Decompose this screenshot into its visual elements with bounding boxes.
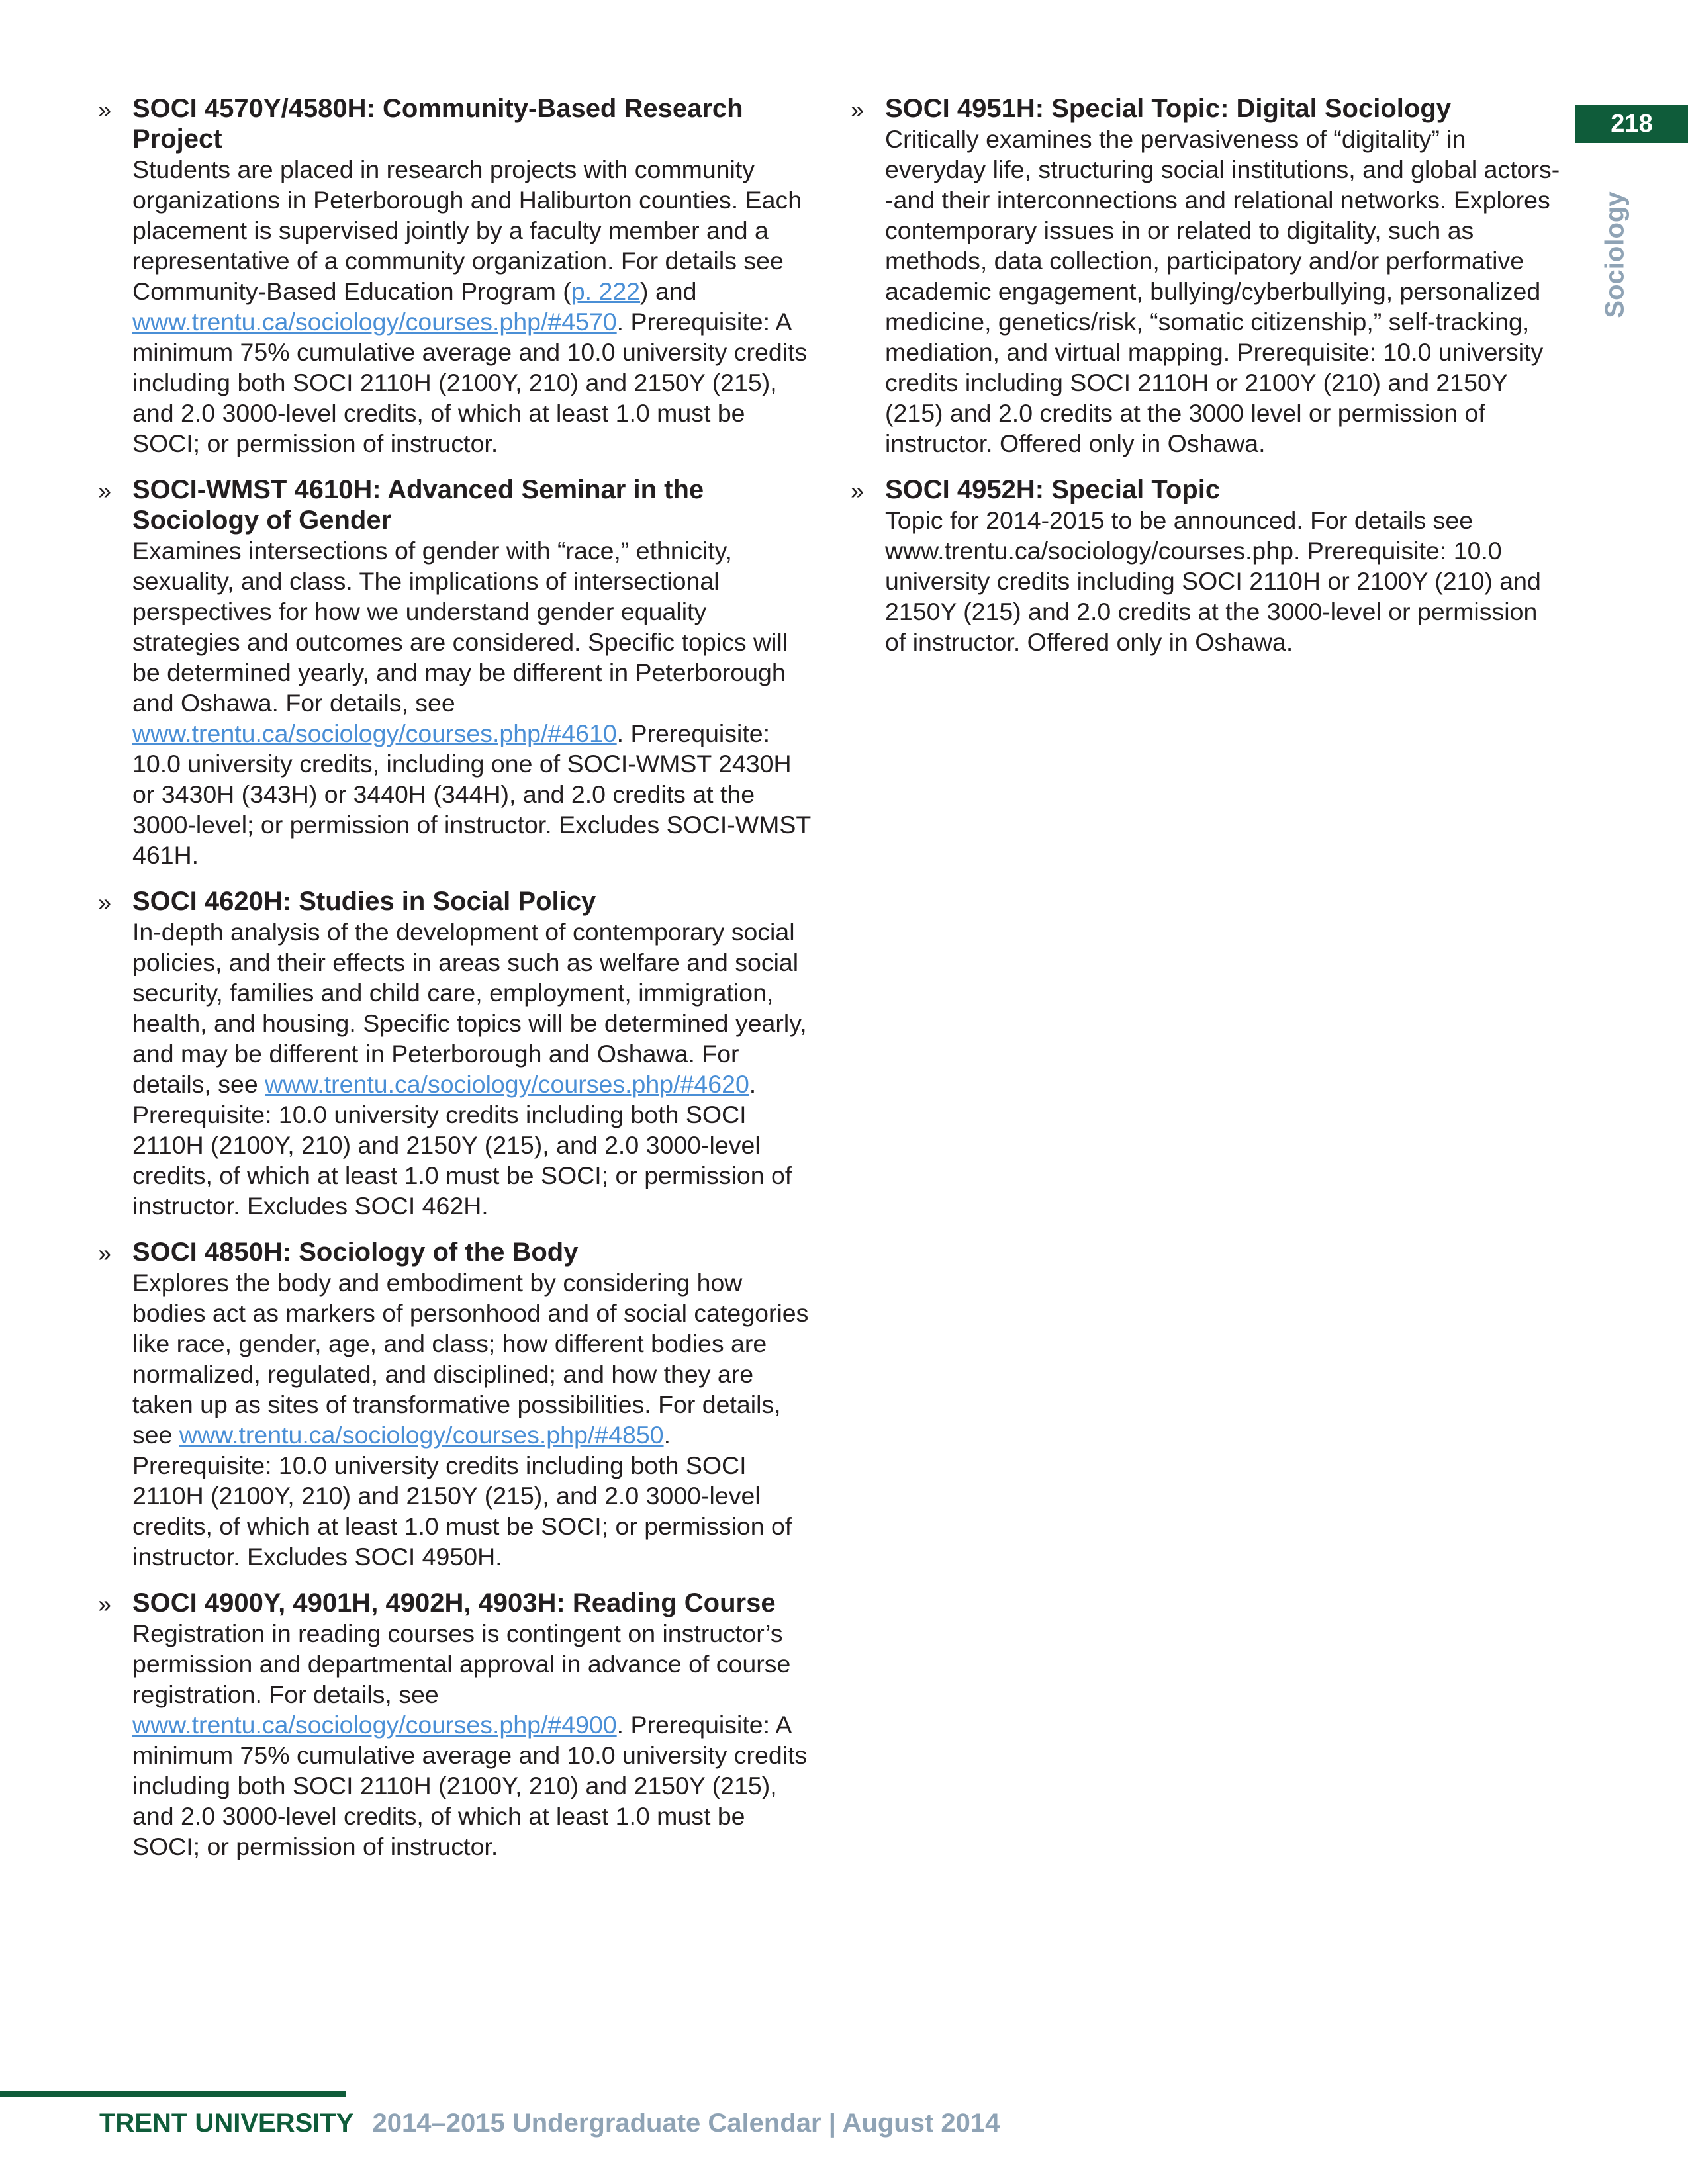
course-text: . Prerequisite: A minimum 75% cumulative average and 10.0 university credits including both SOCI 2110H (2100Y, 210) and 2150Y (215), and 2.0 3000-level credits, of which at least 1.0 must be SOCI; or permission of instructor.: [132, 308, 814, 457]
footer-rule: [0, 2091, 346, 2097]
course-description: [132, 154, 814, 459]
course-entry: [93, 475, 818, 870]
page-number: 218: [1611, 109, 1653, 138]
course-description: [885, 505, 1560, 657]
course-text: . Prerequisite: 10.0 university credits, including one of SOCI-WMST 2430H or 3430H (343H) or 3440H (344H), and 2.0 credits at the 3000-level; or permission of instructor. Excludes SOCI-WMST 461H.: [132, 719, 818, 869]
section-label: Sociology: [1600, 191, 1630, 318]
course-text: . Prerequisite: 10.0 university credits including both SOCI 2110H (2100Y, 210) and 2150Y (215), and 2.0 3000-level credits, of which at least 1.0 must be SOCI; or permission of instructor. Excludes SOCI 4950H.: [132, 1421, 799, 1570]
right-column: [845, 93, 1560, 673]
bullet-marker: »: [98, 477, 112, 504]
course-text: Topic for 2014-2015 to be announced. For details see www.trentu.ca/sociology/courses.php. Prerequisite: 10.0 university credits including SOCI 2110H or 2100Y (210) and 2150Y (215) and 2.0 credits at the 3000-level or permission of instructor. Offered only in Oshawa.: [885, 506, 1548, 656]
course-text: ) and: [640, 277, 704, 305]
bullet-marker: »: [851, 477, 865, 504]
course-title: SOCI 4952H: Special Topic: [885, 475, 1221, 504]
course-title: SOCI 4900Y, 4901H, 4902H, 4903H: Reading Course: [132, 1588, 776, 1617]
course-link[interactable]: www.trentu.ca/sociology/courses.php/#4850: [179, 1421, 664, 1449]
course-link[interactable]: www.trentu.ca/sociology/courses.php/#4900: [132, 1711, 617, 1739]
course-entry: [93, 886, 814, 1221]
course-text: Critically examines the pervasiveness of “digitality” in everyday life, structuring social institutions, and global actors--and their interconnections and relational networks. Explores contemporary issues in or related to digitality, such as methods, data collection, participatory and/or performative academic engagement, bullying/cyberbullying, personalized medicine, genetics/risk, “somatic citizenship,” self-tracking, mediation, and virtual mapping. Prerequisite: 10.0 university credits including SOCI 2110H or 2100Y (210) and 2150Y (215) and 2.0 credits at the 3000 level or permission of instructor. Offered only in Oshawa.: [885, 125, 1560, 457]
course-text: Students are placed in research projects with community organizations in Peterborough and Haliburton counties. Each placement is supervised jointly by a faculty member and a representative of a community organization. For details see Community-Based Education Program (: [132, 156, 809, 305]
course-entry: [845, 93, 1560, 459]
footer-university: TRENT UNIVERSITY: [99, 2109, 354, 2138]
bullet-marker: »: [851, 96, 865, 123]
course-description: [132, 1618, 814, 1862]
course-title: SOCI 4570Y/4580H: Community-Based Research Project: [132, 94, 743, 154]
footer: [99, 2109, 1000, 2138]
bullet-marker: »: [98, 1240, 112, 1267]
course-title: SOCI 4620H: Studies in Social Policy: [132, 887, 596, 916]
course-link[interactable]: www.trentu.ca/sociology/courses.php/#4620: [265, 1070, 749, 1098]
course-title: SOCI 4951H: Special Topic: Digital Sociology: [885, 94, 1451, 123]
course-text: In-depth analysis of the development of contemporary social policies, and their effects in areas such as welfare and social security, families and child care, employment, immigration, health, and housing. Specific topics will be determined yearly, and may be different in Peterborough and Oshawa. For details, see: [132, 918, 814, 1098]
course-link[interactable]: www.trentu.ca/sociology/courses.php/#4570: [132, 308, 617, 336]
course-link[interactable]: www.trentu.ca/sociology/courses.php/#4610: [132, 719, 617, 747]
page-number-tab: [1575, 105, 1688, 143]
left-column: [93, 93, 818, 1878]
course-text: Registration in reading courses is contingent on instructor’s permission and departmental approval in advance of course registration. For details, see: [132, 1619, 798, 1708]
course-text: . Prerequisite: 10.0 university credits including both SOCI 2110H (2100Y, 210) and 2150Y (215), and 2.0 3000-level credits, of which at least 1.0 must be SOCI; or permission of instructor. Excludes SOCI 462H.: [132, 1070, 799, 1220]
course-description: [132, 1267, 814, 1572]
course-entry: [845, 475, 1560, 657]
course-text: Examines intersections of gender with “race,” ethnicity, sexuality, and class. The implications of intersectional perspectives for how we understand gender equality strategies and outcomes are considered. Specific topics will be determined yearly, and may be different in Peterborough and Oshawa. For details, see: [132, 537, 795, 717]
bullet-marker: »: [98, 96, 112, 123]
course-entry: [93, 93, 814, 459]
footer-calendar: 2014–2015 Undergraduate Calendar | August 2014: [372, 2109, 1000, 2138]
course-title: SOCI 4850H: Sociology of the Body: [132, 1238, 579, 1267]
course-description: [132, 917, 814, 1221]
course-entry: [93, 1588, 814, 1862]
course-text: . Prerequisite: A minimum 75% cumulative average and 10.0 university credits including both SOCI 2110H (2100Y, 210) and 2150Y (215), and 2.0 3000-level credits, of which at least 1.0 must be SOCI; or permission of instructor.: [132, 1711, 814, 1860]
course-description: [132, 535, 818, 870]
course-entry: [93, 1237, 814, 1572]
course-description: [885, 124, 1560, 459]
bullet-marker: »: [98, 889, 112, 916]
bullet-marker: »: [98, 1590, 112, 1617]
course-title: SOCI-WMST 4610H: Advanced Seminar in the Sociology of Gender: [132, 475, 704, 535]
course-text: Explores the body and embodiment by considering how bodies act as markers of personhood and of social categories like race, gender, age, and class; how different bodies are normalized, regulated, and disciplined; and how they are taken up as sites of transformative possibilities. For details, see: [132, 1269, 816, 1449]
course-link[interactable]: p. 222: [571, 277, 641, 305]
